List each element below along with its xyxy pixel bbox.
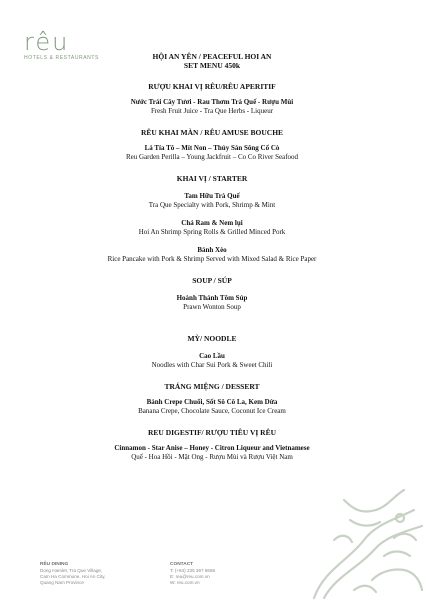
section-dessert-title: TRÁNG MIỆNG / DESSERT — [164, 382, 260, 391]
menu-item — [0, 192, 424, 210]
menu-item-name: Tam Hữu Trà Quế — [184, 192, 240, 200]
menu-title: HỘI AN YÊN / PEACEFUL HOI AN — [152, 52, 272, 61]
menu-item-desc: Rice Pancake with Pork & Shrimp Served with Mixed Salad & Rice Paper — [107, 255, 317, 263]
menu-item-desc: Reu Garden Perilla – Young Jackfruit – Co Co River Seafood — [125, 153, 299, 161]
footer-address-line: Cam Ha Commune, Hoi An City, — [40, 574, 106, 579]
footer-phone[interactable]: T: (+84) 235 367 6666 — [170, 568, 216, 573]
section-starter-title: KHAI VỊ / STARTER — [176, 174, 248, 183]
section-soup-title: SOUP / SÚP — [192, 276, 232, 285]
set-menu — [0, 52, 424, 462]
section-amuse-title: RÊU KHAI MÀN / RÊU AMUSE BOUCHE — [140, 128, 284, 137]
menu-item-name: Chả Ram & Nem lụi — [181, 219, 243, 227]
menu-item-name: Cinnamon - Star Anise – Honey - Citron Liqueur and Vietnamese — [114, 444, 310, 452]
footer-address-line: Quang Nam Province — [40, 580, 84, 585]
menu-item-name: Hoành Thánh Tôm Súp — [176, 294, 248, 302]
menu-item — [0, 246, 424, 264]
menu-item-name: Cao Lầu — [199, 352, 225, 360]
menu-item-desc: Prawn Wonton Soup — [183, 303, 241, 311]
menu-item-desc: Noodles with Char Sui Pork & Sweet Chili — [151, 361, 273, 369]
footer-contact-heading: CONTACT — [170, 562, 194, 567]
menu-item-name: Bánh Xèo — [197, 246, 227, 254]
brand-wordmark: rêu — [24, 28, 70, 56]
menu-item-desc: Banana Crepe, Chocolate Sauce, Coconut Ice Cream — [138, 407, 286, 415]
menu-item-desc: Tra Que Specialty with Pork, Shrimp & Mint — [148, 201, 276, 209]
brand-tagline: HOTELS & RESTAURANTS — [24, 55, 99, 61]
menu-item-desc: Quế - Hoa Hồi - Mật Ong - Rượu Mùi và Rượu Việt Nam — [131, 453, 293, 461]
menu-item-name: Nước Trái Cây Tươi - Rau Thơm Trà Quế - Rượu Mùi — [130, 98, 294, 106]
menu-item — [0, 352, 424, 370]
section-noodle-title: MỲ/ NOODLE — [187, 334, 237, 343]
footer-address-heading: RÊU DINING — [40, 562, 69, 567]
section-aperitif-title: RƯỢU KHAI VỊ RÊU/RÊU APERITIF — [148, 82, 276, 91]
menu-item — [0, 398, 424, 416]
menu-item — [0, 144, 424, 162]
footer-email[interactable]: E: reu@reu.com.vn — [170, 574, 210, 579]
menu-item-desc: Hoi An Shrimp Spring Rolls & Grilled Minced Pork — [138, 228, 286, 236]
footer-address-line: Dong Hamlet, Tra Que Village, — [40, 568, 103, 573]
menu-item — [0, 219, 424, 237]
footer-contact — [170, 562, 215, 586]
menu-item — [0, 444, 424, 462]
dragon-watermark-icon — [254, 480, 424, 600]
menu-price: SET MENU 450k — [183, 61, 241, 70]
menu-item-name: Bánh Crepe Chuối, Sốt Sô Cô La, Kem Dừa — [146, 398, 278, 406]
menu-item — [0, 98, 424, 116]
section-digestif-title: REU DIGESTIF/ RƯỢU TIÊU VỊ RÊU — [147, 428, 276, 437]
menu-item-desc: Fresh Fruit Juice - Tra Que Herbs - Liqueur — [150, 107, 274, 115]
footer-address — [40, 562, 106, 586]
footer-website[interactable]: W: reu.com.vn — [170, 580, 200, 585]
menu-item-name: Lá Tía Tô – Mít Non – Thủy Sản Sông Cổ Cò — [144, 144, 280, 152]
menu-item — [0, 294, 424, 312]
